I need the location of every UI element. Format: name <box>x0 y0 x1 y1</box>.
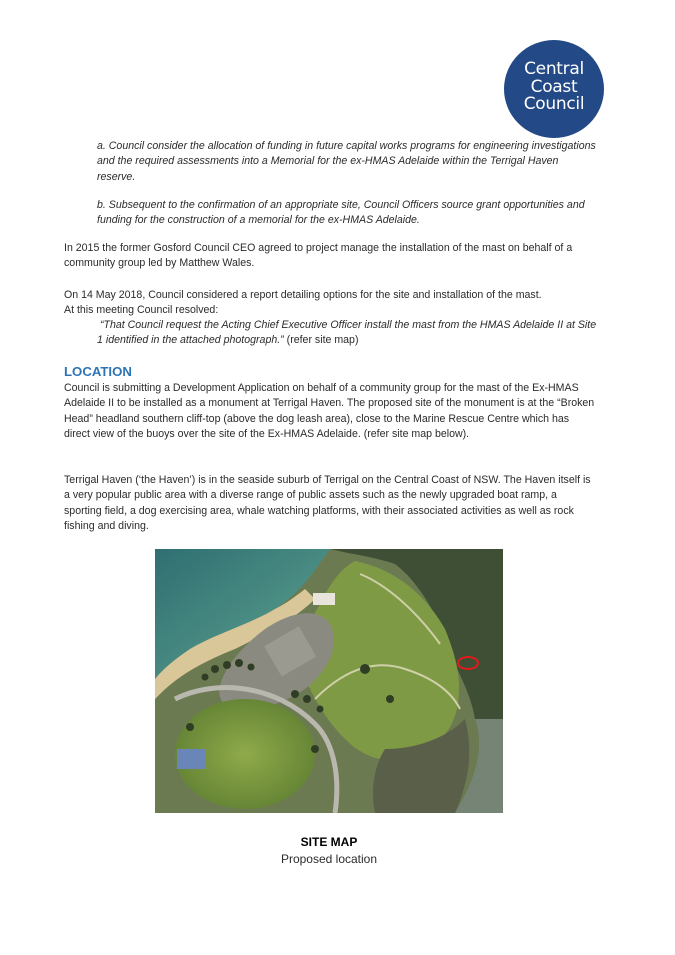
quote-text: “That Council request the Acting Chief Executive Officer install the mast from the HMAS Adelaide II at Site 1 identified in the attached photograph.” <box>97 319 597 347</box>
site-map-subtitle: Proposed location <box>280 852 378 866</box>
logo-line-2: Coast <box>530 76 578 97</box>
logo-line-1: Central <box>524 59 584 79</box>
location-paragraph-1: Council is submitting a Development Application on behalf of a community group for the mast of the Ex-HMAS Adelaide II to be installed as a monument at Terrigal Haven. The proposed site of the monument is at the “Broken Head” headland southern cliff-top (above the dog leash area), close to the Marine Rescue Centre which has direct view of the buoys over the site of the Ex-HMAS Adelaide. (refer site map below). <box>64 382 595 441</box>
paragraph-2018-line2: At this meeting Council resolved: <box>64 304 219 317</box>
council-logo <box>504 40 604 138</box>
resolution-b: b. Subsequent to the confirmation of an appropriate site, Council Officers source grant opportunities and funding for the construction of a memorial for the ex-HMAS Adelaide. <box>97 199 585 227</box>
location-heading: LOCATION <box>64 364 132 379</box>
resolution-quote <box>97 318 602 349</box>
aerial-photo <box>155 549 503 813</box>
location-paragraph-2: Terrigal Haven (‘the Haven’) is in the seaside suburb of Terrigal on the Central Coast of NSW. The Haven itself is a very popular public area with a diverse range of public assets such as the newly upgraded boat ramp, a sporting field, a dog exercising area, whale watching platforms, with their associated activities as well as rock fishing and diving. <box>64 474 591 533</box>
logo-line-3: Council <box>523 94 585 114</box>
resolution-a: a. Council consider the allocation of funding in future capital works programs for engineering investigations and the required assessments into a Memorial for the ex-HMAS Adelaide within the Terrigal Haven reserve. <box>97 140 596 183</box>
marine-rescue-building <box>313 593 335 605</box>
paragraph-2018 <box>64 288 599 319</box>
logo-text <box>504 61 604 114</box>
paragraph-2018-line1: On 14 May 2018, Council considered a report detailing options for the site and installation of the mast. <box>64 289 542 301</box>
paragraph-2015: In 2015 the former Gosford Council CEO agreed to project manage the installation of the mast on behalf of a community group led by Matthew Wales. <box>64 242 573 270</box>
quote-suffix: (refer site map) <box>283 334 359 347</box>
site-map-title: SITE MAP <box>300 835 358 849</box>
site-map-image <box>155 549 503 813</box>
building <box>177 749 205 769</box>
